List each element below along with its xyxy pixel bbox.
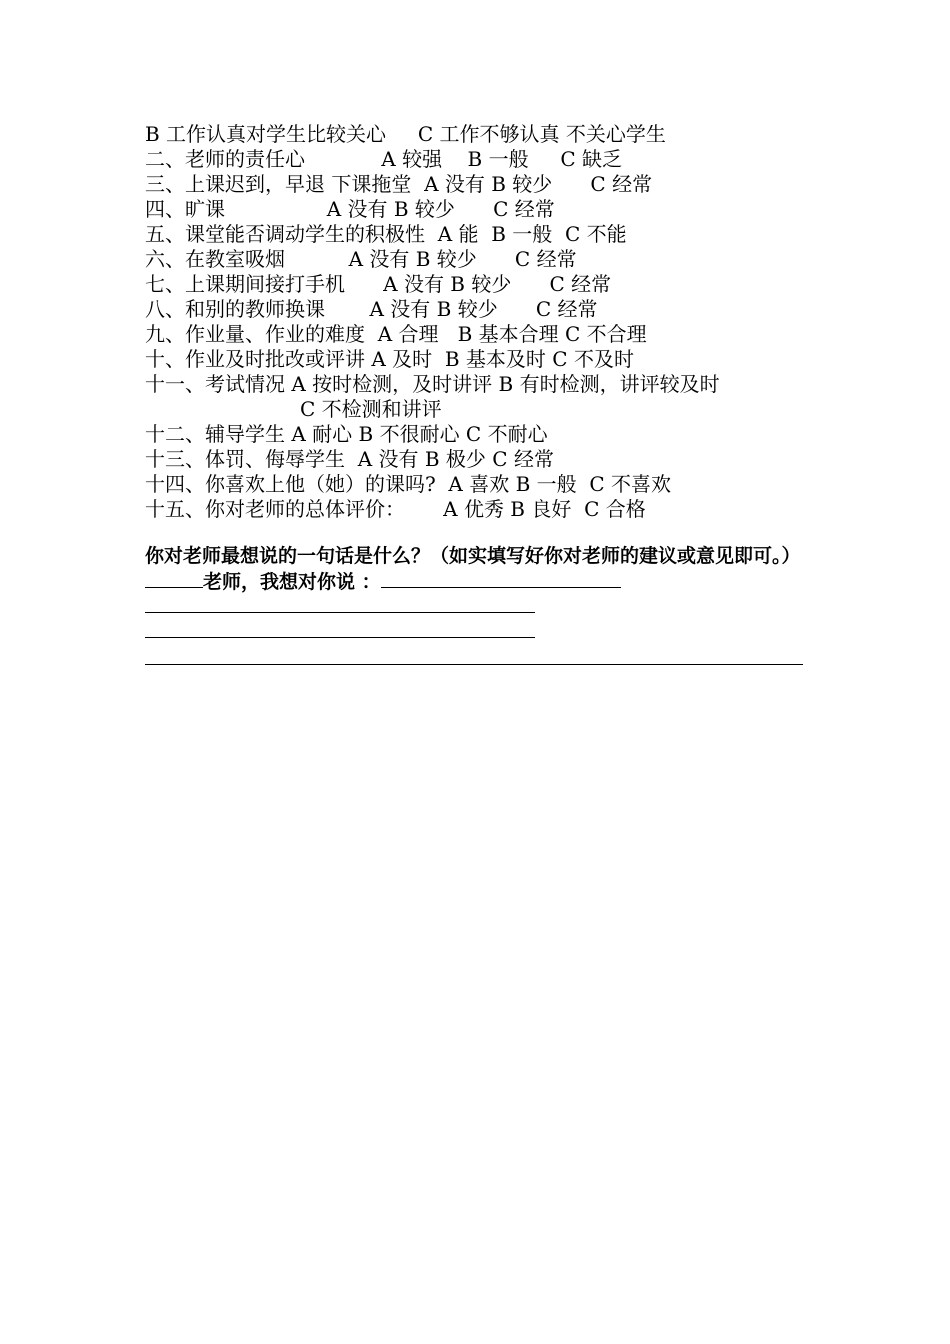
question-line: B 工作认真对学生比较关心 C 工作不够认真 不关心学生 <box>145 122 666 146</box>
questionnaire <box>145 122 825 669</box>
question-line: 七、上课期间接打手机 A 没有 B 较少 C 经常 <box>145 272 612 296</box>
question-line: 五、课堂能否调动学生的积极性 A 能 B 一般 C 不能 <box>145 222 627 246</box>
open-question-prompt: 你对老师最想说的一句话是什么？（如实填写好你对老师的建议或意见即可。） <box>145 545 801 567</box>
write-in-label: 老师，我想对你说 ： <box>203 571 381 593</box>
question-line: 二、老师的责任心 A 较强 B 一般 C 缺乏 <box>145 147 623 171</box>
question-line: 十、作业及时批改或评讲 A 及时 B 基本及时 C 不及时 <box>145 347 634 371</box>
question-line: 十二、辅导学生 A 耐心 B 不很耐心 C 不耐心 <box>145 422 548 446</box>
question-line: 十四、你喜欢上他（她）的课吗? A 喜欢 B 一般 C 不喜欢 <box>145 472 672 496</box>
question-continuation: C 不检测和讲评 <box>300 397 442 421</box>
write-in-row <box>145 569 825 594</box>
question-line: 十三、体罚、侮辱学生 A 没有 B 极少 C 经常 <box>145 447 554 471</box>
question-line: 八、和别的教师换课 A 没有 B 较少 C 经常 <box>145 297 598 321</box>
answer-line[interactable] <box>145 644 825 669</box>
answer-blank-first[interactable] <box>381 569 621 588</box>
teacher-name-blank[interactable] <box>145 569 203 588</box>
answer-rule <box>145 612 535 613</box>
question-line: 四、旷课 A 没有 B 较少 C 经常 <box>145 197 555 221</box>
question-line: 九、作业量、作业的难度 A 合理 B 基本合理 C 不合理 <box>145 322 647 346</box>
answer-line[interactable] <box>145 594 825 619</box>
answer-line[interactable] <box>145 619 825 644</box>
question-line: 六、在教室吸烟 A 没有 B 较少 C 经常 <box>145 247 577 271</box>
question-line: 三、上课迟到，早退 下课拖堂 A 没有 B 较少 C 经常 <box>145 172 653 196</box>
answer-rule <box>145 637 535 638</box>
answer-rule <box>145 664 803 665</box>
question-line: 十五、你对老师的总体评价： A 优秀 B 良好 C 合格 <box>145 497 646 521</box>
question-line: 十一、考试情况 A 按时检测，及时讲评 B 有时检测，讲评较及时 <box>145 372 720 396</box>
section-gap <box>145 522 825 544</box>
